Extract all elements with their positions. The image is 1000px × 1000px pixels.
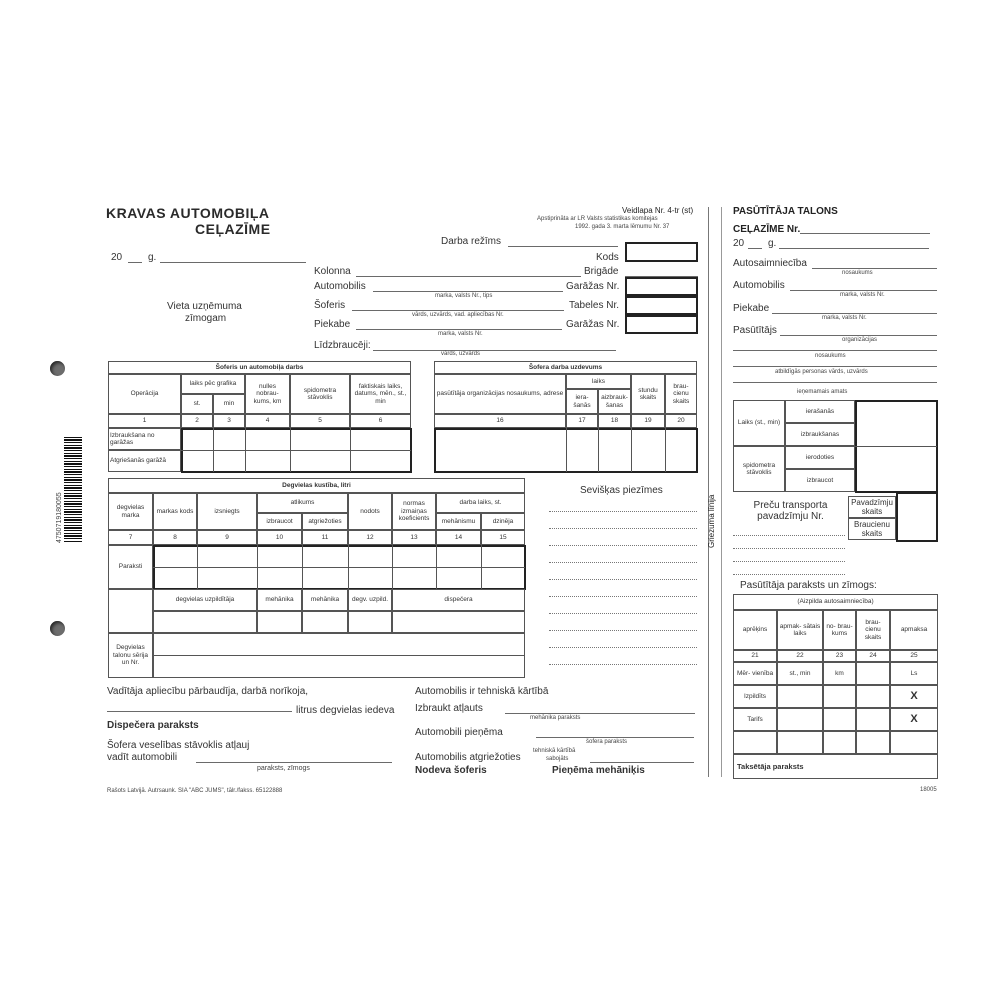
departure-allowed: Izbraukt atļauts (415, 703, 483, 714)
punch-hole-top (50, 361, 65, 376)
talon-trailer-line[interactable] (772, 313, 937, 314)
talon-col-22: 22 (777, 650, 823, 662)
code-label: Kods (596, 252, 619, 263)
cut-line-label: Griezuma līnija (707, 494, 716, 548)
talon-trips: brau- cienu skaits (856, 610, 890, 650)
talon-tariff: Tarifs (733, 708, 777, 731)
t3-issued: izsniegts (197, 493, 257, 530)
notes-line-3[interactable] (549, 545, 697, 546)
notes-line-10[interactable] (549, 664, 697, 665)
t1-col-5: 5 (290, 414, 350, 428)
talon-trailer: Piekabe (733, 303, 770, 314)
barcode-digits: 4750719180055 (56, 492, 63, 543)
talon-docs-line-2[interactable] (733, 548, 845, 549)
talon-tariff-time[interactable] (777, 708, 823, 731)
handed-by-driver: Nodeva šoferis (415, 765, 487, 776)
t3-sig-mechanic-2: mehānika (302, 589, 348, 611)
date-g-label: g. (148, 252, 157, 263)
t3-col-12: 12 (348, 530, 392, 545)
mechanic-sign-hint: mehānika paraksts (530, 715, 581, 721)
t3-sig-fueler-field[interactable] (153, 611, 257, 633)
talon-org-line[interactable] (733, 350, 937, 351)
t3-signatures-label: Paraksti (108, 545, 153, 589)
dispatcher-signature: Dispečera paraksts (107, 720, 199, 731)
t2-col-20: 20 (665, 414, 697, 428)
talon-marka-valsts: marka, valsts Nr. (840, 292, 885, 298)
t2-col-19: 19 (631, 414, 665, 428)
talon-waybill-line[interactable] (800, 233, 930, 234)
talon-departure: izbraukšanas (785, 423, 855, 446)
garage-no-2-label: Garāžas Nr. (566, 319, 620, 330)
t3-engine: dzinēja (481, 513, 525, 530)
license-line[interactable] (107, 711, 292, 712)
date-field-line[interactable] (160, 262, 306, 263)
notes-line-2[interactable] (549, 528, 697, 529)
talon-on-arrival: ierodoties (785, 446, 855, 469)
talon-calc: aprēķins (733, 610, 777, 650)
t1-v2 (245, 428, 246, 472)
talon-customer: Pasūtītājs (733, 325, 777, 336)
t1-title: Šoferis un automobiļa darbs (108, 361, 411, 374)
t3-divider (153, 567, 525, 568)
notes-line-7[interactable] (549, 613, 697, 614)
talon-done-time[interactable] (777, 685, 823, 708)
t2-departure: aizbrauk- šanas (598, 389, 631, 414)
notes-line-9[interactable] (549, 647, 697, 648)
driver-sub: vārds, uzvārds, vad. apliecības Nr. (412, 312, 504, 318)
punch-hole-bottom (50, 621, 65, 636)
talon-odometer-label: spidometra stāvoklis (733, 446, 785, 492)
trailer-sub: marka, valsts Nr. (438, 331, 483, 337)
timesheet-no-box[interactable] (625, 296, 698, 315)
cut-line (708, 207, 709, 777)
driver-sign-hint: šofera paraksts (586, 739, 628, 745)
talon-nosaukums: nosaukums (842, 270, 873, 276)
talon-autosaimn-line[interactable] (812, 268, 937, 269)
t3-col-15: 15 (481, 530, 525, 545)
t2-col-16: 16 (434, 414, 566, 428)
talon-mileage: no- brau- kums (823, 610, 856, 650)
talon-date-line[interactable] (779, 248, 929, 249)
title-line-1: KRAVAS AUTOMOBIĻA (106, 205, 270, 221)
t1-operation: Operācija (108, 374, 181, 414)
health-signature-line[interactable] (196, 762, 392, 763)
talon-unit-ls: Ls (890, 662, 938, 685)
talon-customer-signature: Pasūtītāja paraksts un zīmogs: (740, 580, 877, 591)
t3-norm-coef: normas izmaiņas koeficients (392, 493, 436, 530)
t3-v7 (481, 545, 482, 589)
trailer-line[interactable] (356, 329, 562, 330)
t3-coupon-label: Degvielas talonu sērija un Nr. (108, 633, 153, 678)
date-year-label: 20 (111, 252, 123, 263)
printer-footer: Rašots Latvijā. Autrsaunk. SIA "ABC JUMS", tālr./fakss. 65122888 (107, 788, 283, 794)
mechanic-sign-line[interactable] (505, 713, 695, 714)
talon-automobile: Automobilis (733, 280, 785, 291)
t3-sig-dispatcher: dispečera (392, 589, 525, 611)
t3-col-8: 8 (153, 530, 197, 545)
talon-unit-trips (856, 662, 890, 685)
talon-blank-1[interactable] (733, 731, 777, 754)
notes-line-5[interactable] (549, 579, 697, 580)
t3-sig-fueler-2: degv. uzpild. (348, 589, 392, 611)
code-box[interactable] (625, 242, 698, 262)
talon-blank-4[interactable] (856, 731, 890, 754)
talon-position-line[interactable] (733, 382, 937, 383)
t3-col-9: 9 (197, 530, 257, 545)
t2-col-17: 17 (566, 414, 598, 428)
t3-v3 (302, 545, 303, 589)
talon-count-values[interactable] (896, 492, 938, 542)
t1-v3 (290, 428, 291, 472)
talon-col-23: 23 (823, 650, 856, 662)
t2-time: laiks (566, 374, 631, 389)
tech-ok: Automobilis ir tehniskā kārtībā (415, 686, 549, 697)
talon-tax-signature[interactable]: Taksētāja paraksts (733, 754, 938, 779)
t2-customer: pasūtītāja organizācijas nosaukums, adrese (434, 374, 566, 414)
t3-v2 (257, 545, 258, 589)
t1-schedule-time: laiks pēc grafika (181, 374, 245, 394)
cut-line-2 (721, 207, 722, 777)
talon-automobile-line[interactable] (790, 290, 937, 291)
talon-payment: apmaksa (890, 610, 938, 650)
t2-v2 (598, 428, 599, 472)
talon-day-line[interactable] (748, 248, 762, 249)
passengers-sub: vārds, uzvārds (441, 351, 481, 357)
t1-col-1: 1 (108, 414, 181, 428)
t1-col-4: 4 (245, 414, 290, 428)
talon-title: PASŪTĪTĀJA TALONS (733, 206, 838, 217)
t1-col-3: 3 (213, 414, 245, 428)
talon-done-km[interactable] (823, 685, 856, 708)
notes-line-1[interactable] (549, 511, 697, 512)
t3-fuel-brand: degvielas marka (108, 493, 153, 530)
automobile-label: Automobilis (314, 281, 366, 292)
approval-line-2: 1992. gada 3. marta lēmumu Nr. 37 (575, 224, 670, 230)
talon-tariff-x: X (890, 708, 938, 731)
talon-doc-count: Pavadzīmju skaits (848, 496, 896, 518)
t1-return-row: Atgriešanās garāžā (108, 450, 181, 472)
notes-line-6[interactable] (549, 596, 697, 597)
notes-line-8[interactable] (549, 630, 697, 631)
date-day-line[interactable] (128, 262, 142, 263)
talon-tariff-trips[interactable] (856, 708, 890, 731)
approval-line-1: Apstiprināta ar LR Valsts statistikas komitejas (537, 216, 658, 222)
t3-v6 (436, 545, 437, 589)
t2-hours-count: stundu skaits (631, 374, 665, 414)
talon-organizacijas: organizācijas (842, 337, 878, 343)
passengers-label: Līdzbraucēji: (314, 340, 371, 351)
talon-done: Izpildīts (733, 685, 777, 708)
t2-v1 (566, 428, 567, 472)
talon-transport-docs: Preču transporta pavadzīmju Nr. (753, 500, 828, 522)
brigade-label: Brigāde (584, 266, 619, 277)
talon-unit-time: st., min (777, 662, 823, 685)
talon-arrival: ierašanās (785, 400, 855, 423)
t2-trips-count: brau- cienu skaits (665, 374, 697, 414)
t3-balance: atlikums (257, 493, 348, 513)
t3-v1 (197, 545, 198, 589)
talon-paid-time: apmak- sātais laiks (777, 610, 823, 650)
t3-col-7: 7 (108, 530, 153, 545)
license-checked: Vadītāja apliecību pārbaudīja, darbā norīkoja, (107, 686, 309, 697)
stamp-label-2: zīmogam (185, 313, 227, 324)
talon-form-code: 18005 (920, 787, 937, 793)
talon-person-line[interactable] (733, 366, 937, 367)
t1-v4 (350, 428, 351, 472)
t1-actual-time: faktiskais laiks, datums, mēn., st., min (350, 374, 411, 414)
fuel-given: litrus degvielas iedeva (296, 705, 395, 716)
t3-sig-fueler2-field[interactable] (348, 611, 392, 633)
t1-col-2: 2 (181, 414, 213, 428)
talon-col-25: 25 (890, 650, 938, 662)
garage-no-box[interactable] (625, 277, 698, 296)
talon-atbildigas: atbildīgās personas vārds, uzvārds (775, 369, 868, 375)
automobile-sub: marka, valsts Nr., tips (435, 293, 493, 299)
talon-blank-3[interactable] (823, 731, 856, 754)
stamp-label-1: Vieta uzņēmuma (167, 301, 242, 312)
garage-no-2-box[interactable] (625, 315, 698, 334)
t3-col-10: 10 (257, 530, 302, 545)
t1-col-6: 6 (350, 414, 411, 428)
driver-line[interactable] (352, 310, 564, 311)
t1-departure-row: Izbraukšana no garāžas (108, 428, 181, 450)
t3-col-13: 13 (392, 530, 436, 545)
t2-title: Šofera darba uzdevums (434, 361, 697, 374)
car-returning: Automobilis atgriežoties (415, 752, 521, 763)
t2-col-18: 18 (598, 414, 631, 428)
t3-sig-blank-1[interactable] (108, 589, 153, 633)
t1-odometer: spidometra stāvoklis (290, 374, 350, 414)
signature-stamp-hint: paraksts, zīmogs (257, 765, 310, 772)
talon-col-24: 24 (856, 650, 890, 662)
damaged-option[interactable]: sabojāts (546, 756, 569, 762)
talon-time-label: Laiks (st., min) (733, 400, 785, 446)
talon-col-21: 21 (733, 650, 777, 662)
t2-v4 (665, 428, 666, 472)
tech-ok-option[interactable]: tehniskā kārtībā (533, 748, 576, 754)
trailer-label: Piekabe (314, 319, 351, 330)
driver-sign-line[interactable] (536, 737, 694, 738)
driver-label: Šoferis (314, 300, 346, 311)
column-label: Kolonna (314, 266, 351, 277)
talon-time-divider (855, 446, 937, 447)
talon-autosaimn: Autosaimniecība (733, 258, 807, 269)
garage-no-label: Garāžas Nr. (566, 281, 620, 292)
t3-work-time: darba laiks, st. (436, 493, 525, 513)
t3-col-14: 14 (436, 530, 481, 545)
talon-unit-km: km (823, 662, 856, 685)
driver-health: Šofera veselības stāvoklis atļauj (107, 740, 250, 751)
title-line-2: CEĻAZĪME (195, 221, 271, 237)
may-drive: vadīt automobili (107, 752, 178, 763)
talon-on-departure: izbraucot (785, 469, 855, 492)
notes-line-4[interactable] (549, 562, 697, 563)
t3-title: Degvielas kustība, litri (108, 478, 525, 493)
passengers-line[interactable] (373, 350, 616, 351)
talon-docs-line-4[interactable] (733, 574, 845, 575)
talon-done-trips[interactable] (856, 685, 890, 708)
t3-sig-mechanic-1: mehānika (257, 589, 302, 611)
t3-handed-over: nodots (348, 493, 392, 530)
t1-v1 (213, 428, 214, 472)
t3-sig-disp-field[interactable] (392, 611, 525, 633)
car-received: Automobili pieņēma (415, 727, 503, 738)
t3-col-11: 11 (302, 530, 348, 545)
notes-title: Sevišķas piezīmes (580, 485, 663, 496)
automobile-line[interactable] (373, 291, 563, 292)
t3-v5 (392, 545, 393, 589)
talon-waybill-no: CEĻAZĪME Nr. (733, 224, 801, 235)
t3-brand-code: markas kods (153, 493, 197, 530)
work-mode-label: Darba režīms (441, 236, 502, 247)
talon-trip-count: Braucienu skaits (848, 518, 896, 540)
t3-on-return: atgriežoties (302, 513, 348, 530)
t3-sig-fueler: degvielas uzpildītāja (153, 589, 257, 611)
barcode (64, 437, 82, 543)
t2-arrival: iera- šanās (566, 389, 598, 414)
t3-mechanisms: mehānismu (436, 513, 481, 530)
received-by-mechanic: Pieņēma mehāniķis (552, 765, 645, 776)
talon-docs-line-1[interactable] (733, 535, 845, 536)
talon-unit: Mēr- vienība (733, 662, 777, 685)
t3-sig-mech2-field[interactable] (302, 611, 348, 633)
talon-marka-valsts-2: marka, valsts Nr. (822, 315, 867, 321)
talon-year: 20 (733, 238, 745, 249)
work-mode-line[interactable] (508, 246, 618, 247)
t2-v3 (631, 428, 632, 472)
talon-blank-2[interactable] (777, 731, 823, 754)
t3-v4 (348, 545, 349, 589)
talon-blank-5[interactable] (890, 731, 938, 754)
t1-hours: st. (181, 394, 213, 414)
t3-on-departure: izbraucot (257, 513, 302, 530)
t1-divider (181, 450, 411, 451)
talon-done-x: X (890, 685, 938, 708)
talon-ienemamais: ieņemamais amats (797, 389, 848, 395)
talon-docs-line-3[interactable] (733, 561, 845, 562)
t3-sig-mech1-field[interactable] (257, 611, 302, 633)
talon-tariff-km[interactable] (823, 708, 856, 731)
talon-nosaukums-2: nosaukums (815, 353, 846, 359)
talon-customer-line[interactable] (780, 335, 937, 336)
column-line[interactable] (356, 276, 581, 277)
form-number: Veidlapa Nr. 4-tr (st) (622, 206, 694, 215)
timesheet-no-label: Tabeles Nr. (569, 300, 620, 311)
t3-coupon-divider (153, 655, 525, 656)
t1-minutes: min (213, 394, 245, 414)
returning-line[interactable] (590, 762, 694, 763)
talon-filled-by: (Aizpilda autosaimniecība) (733, 594, 938, 610)
talon-g: g. (768, 238, 777, 249)
t1-zero-mileage: nulles nobrau- kums, km (245, 374, 290, 414)
